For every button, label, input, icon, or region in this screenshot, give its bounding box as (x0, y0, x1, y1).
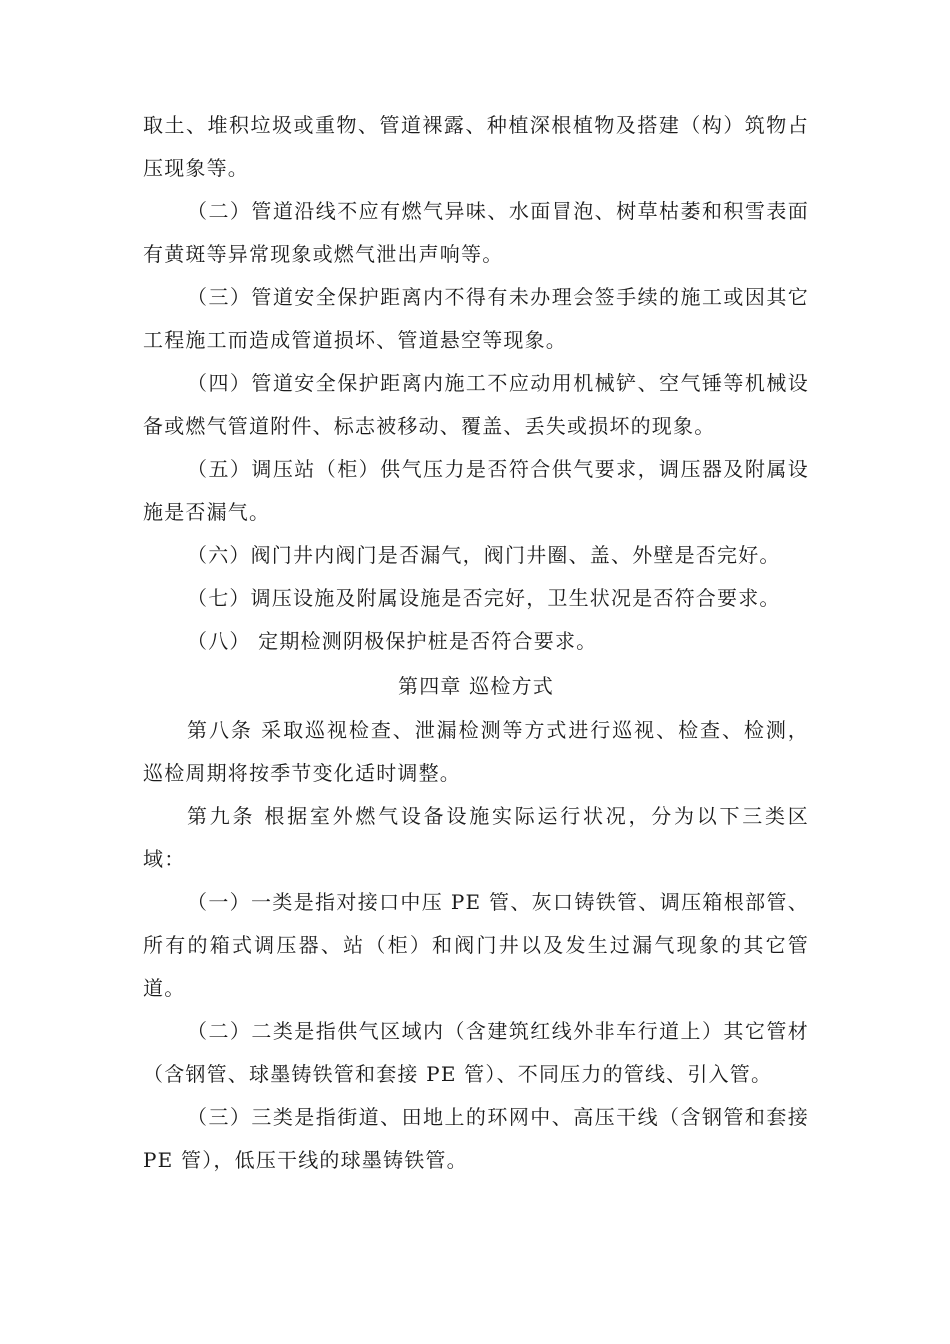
document-body (143, 104, 809, 1182)
zone-class-1: （一）一类是指对接口中压 PE 管、灰口铸铁管、调压箱根部管、所有的箱式调压器、站（柜）和阀门井以及发生过漏气现象的其它管道。 (143, 890, 809, 1000)
paragraph-continuation: 取土、堆积垃圾或重物、管道裸露、种植深根植物及搭建（构）筑物占压现象等。 (143, 113, 809, 180)
zone-class-2: （二）二类是指供气区域内（含建筑红线外非车行道上）其它管材（含钢管、球墨铸铁管和套接 PE 管）、不同压力的管线、引入管。 (143, 1019, 809, 1086)
article-8: 第八条 采取巡视检查、泄漏检测等方式进行巡视、检查、检测，巡检周期将按季节变化适时调整。 (143, 718, 809, 785)
paragraph-item-6: （六）阀门井内阀门是否漏气，阀门井圈、盖、外壁是否完好。 (187, 543, 781, 567)
paragraph-item-7: （七）调压设施及附属设施是否完好，卫生状况是否符合要求。 (187, 586, 781, 610)
paragraph-item-8: （八） 定期检测阴极保护桩是否符合要求。 (187, 629, 598, 653)
article-9: 第九条 根据室外燃气设备设施实际运行状况，分为以下三类区域： (143, 804, 809, 871)
chapter-heading: 第四章 巡检方式 (398, 674, 554, 698)
paragraph-item-2: （二）管道沿线不应有燃气异味、水面冒泡、树草枯萎和积雪表面有黄斑等异常现象或燃气泄出声响等。 (143, 199, 809, 266)
paragraph-item-4: （四）管道安全保护距离内施工不应动用机械铲、空气锤等机械设备或燃气管道附件、标志被移动、覆盖、丢失或损坏的现象。 (143, 371, 809, 438)
paragraph-item-5: （五）调压站（柜）供气压力是否符合供气要求，调压器及附属设施是否漏气。 (143, 457, 809, 524)
paragraph-item-3: （三）管道安全保护距离内不得有未办理会签手续的施工或因其它工程施工而造成管道损坏、管道悬空等现象。 (143, 285, 809, 352)
zone-class-3: （三）三类是指街道、田地上的环网中、高压干线（含钢管和套接 PE 管），低压干线的球墨铸铁管。 (143, 1105, 809, 1172)
